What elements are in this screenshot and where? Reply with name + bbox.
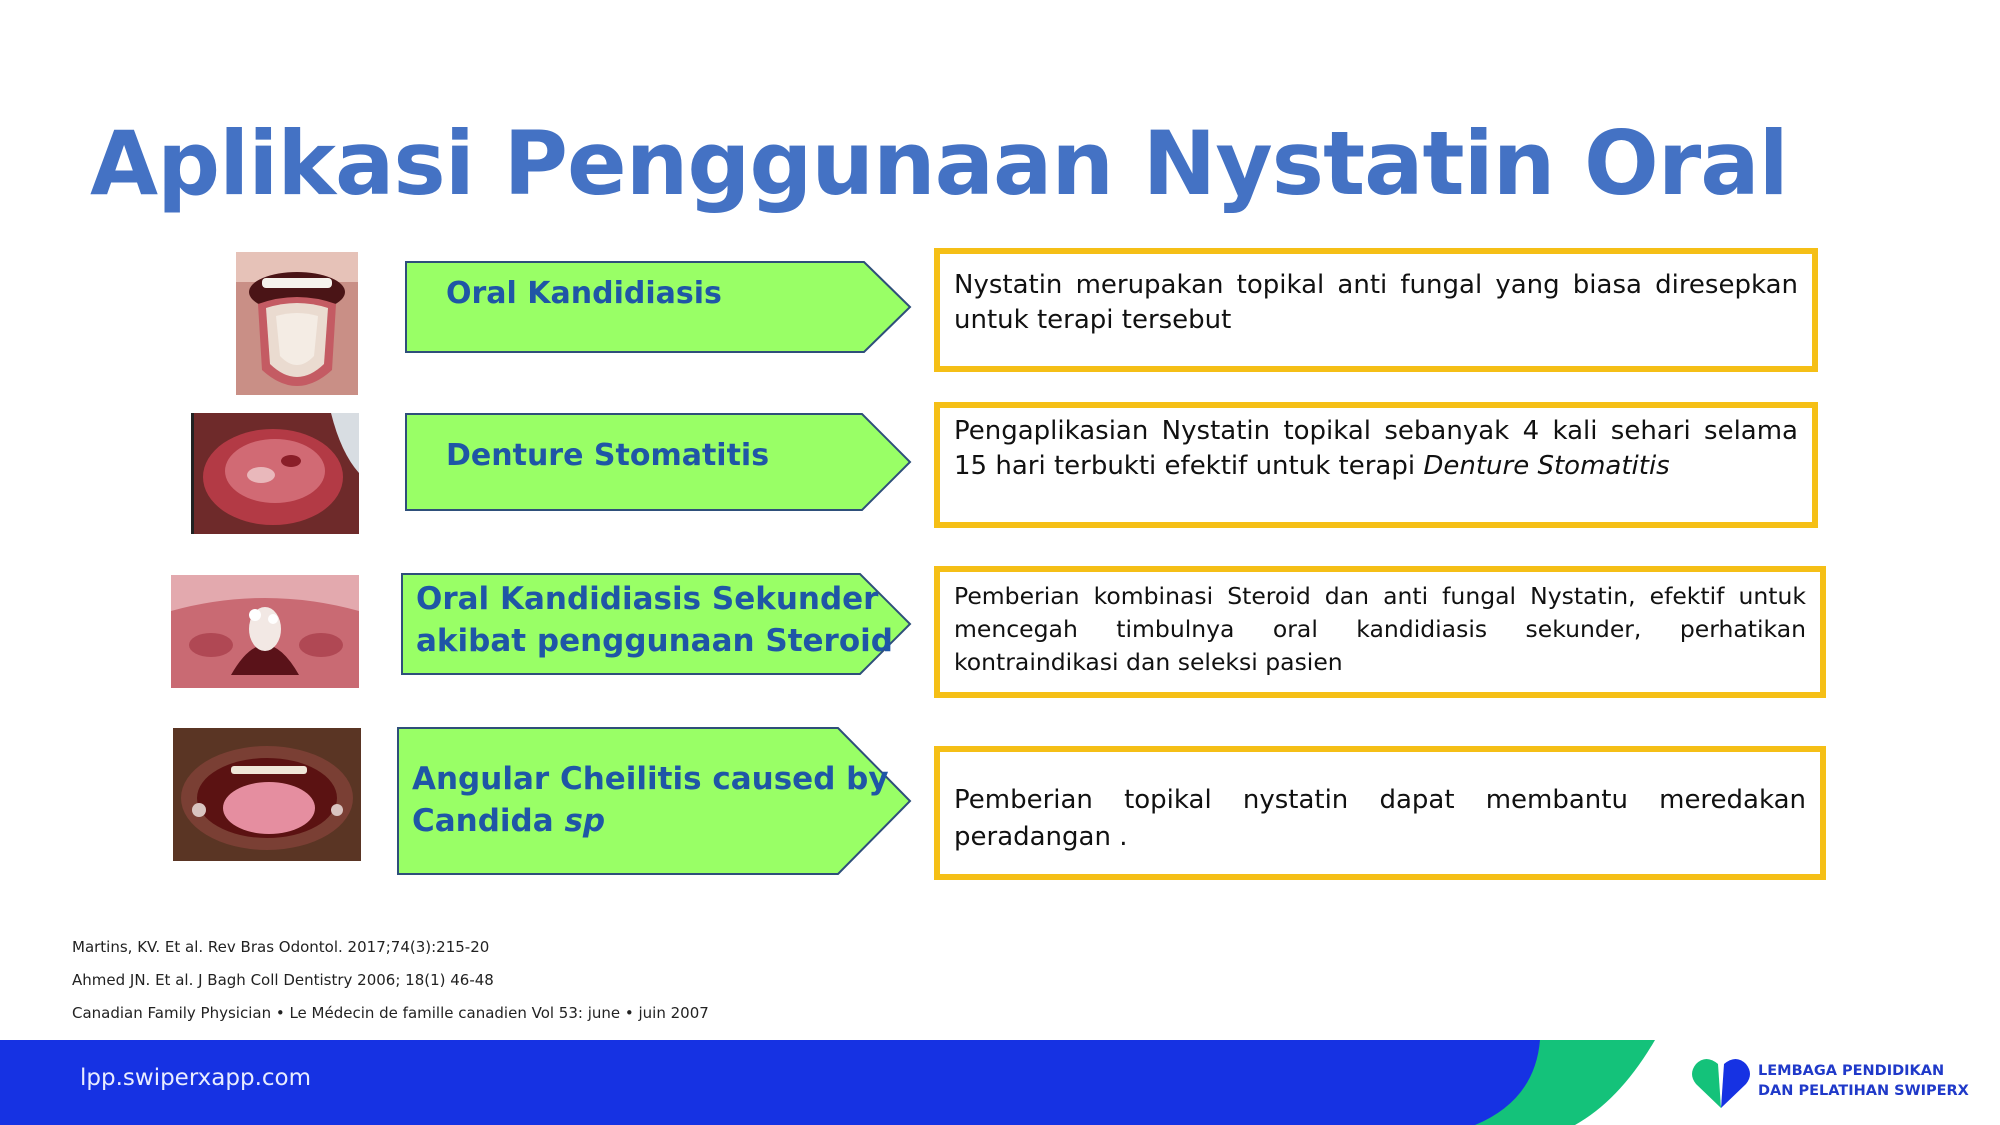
description-text: Nystatin merupakan topikal anti fungal yang biasa diresepkan untuk terapi tersebut bbox=[954, 270, 1798, 335]
logo-text bbox=[1758, 1061, 1969, 1101]
arrow-label-angular-cheilitis bbox=[398, 728, 910, 874]
company-logo bbox=[1690, 1052, 1990, 1112]
throat-candidiasis-photo bbox=[171, 575, 359, 688]
description-box-1 bbox=[934, 248, 1818, 372]
description-text-italic: Denture Stomatitis bbox=[1423, 451, 1670, 481]
arrow-label-text bbox=[416, 578, 893, 662]
description-box-4 bbox=[934, 746, 1826, 880]
references bbox=[72, 936, 709, 1035]
arrow-label-sp: sp bbox=[564, 803, 606, 839]
tongue-candidiasis-photo bbox=[236, 252, 358, 395]
palate-stomatitis-photo bbox=[191, 413, 359, 534]
arrow-label-text: Denture Stomatitis bbox=[446, 438, 770, 473]
description-box-3 bbox=[934, 566, 1826, 698]
heart-logo-icon bbox=[1690, 1054, 1752, 1110]
arrow-label-line-1: Angular Cheilitis caused by bbox=[412, 761, 889, 797]
description-box-2 bbox=[934, 402, 1818, 528]
arrow-label-text: Oral Kandidiasis bbox=[446, 276, 722, 311]
logo-line-1: LEMBAGA PENDIDIKAN bbox=[1758, 1063, 1945, 1079]
arrow-label-line-2 bbox=[412, 800, 889, 842]
logo-line-2: DAN PELATIHAN SWIPERX bbox=[1758, 1083, 1969, 1099]
arrow-label-oral-kandidiasis-sekunder bbox=[402, 574, 910, 674]
description-text: Pemberian topikal nystatin dapat membantu meredakan peradangan . bbox=[954, 785, 1806, 852]
reference-2: Ahmed JN. Et al. J Bagh Coll Dentistry 2006; 18(1) 46-48 bbox=[72, 971, 494, 989]
arrow-label-candida: Candida bbox=[412, 803, 565, 839]
arrow-label-denture-stomatitis bbox=[406, 414, 910, 510]
reference-3: Canadian Family Physician • Le Médecin de famille canadien Vol 53: june • juin 2007 bbox=[72, 1004, 709, 1022]
arrow-label-line-2: akibat penggunaan Steroid bbox=[416, 623, 893, 659]
description-text-regular: Pengaplikasian Nystatin topikal sebanyak 4 kali sehari selama 15 hari terbukti efektif untuk terapi bbox=[954, 416, 1798, 481]
arrow-label-oral-kandidiasis bbox=[406, 262, 910, 352]
description-text: Pemberian kombinasi Steroid dan anti fungal Nystatin, efektif untuk mencegah timbulnya oral kandidiasis sekunder, perhatikan kontraindikasi dan seleksi pasien bbox=[954, 582, 1806, 676]
angular-cheilitis-photo bbox=[173, 728, 361, 861]
arrow-label-line-1: Oral Kandidiasis Sekunder bbox=[416, 581, 879, 617]
website-link[interactable]: lpp.swiperxapp.com bbox=[80, 1065, 312, 1091]
reference-1: Martins, KV. Et al. Rev Bras Odontol. 2017;74(3):215-20 bbox=[72, 938, 490, 956]
page-title: Aplikasi Penggunaan Nystatin Oral bbox=[90, 112, 1788, 215]
arrow-label-text bbox=[412, 758, 889, 842]
description-text bbox=[954, 414, 1798, 484]
